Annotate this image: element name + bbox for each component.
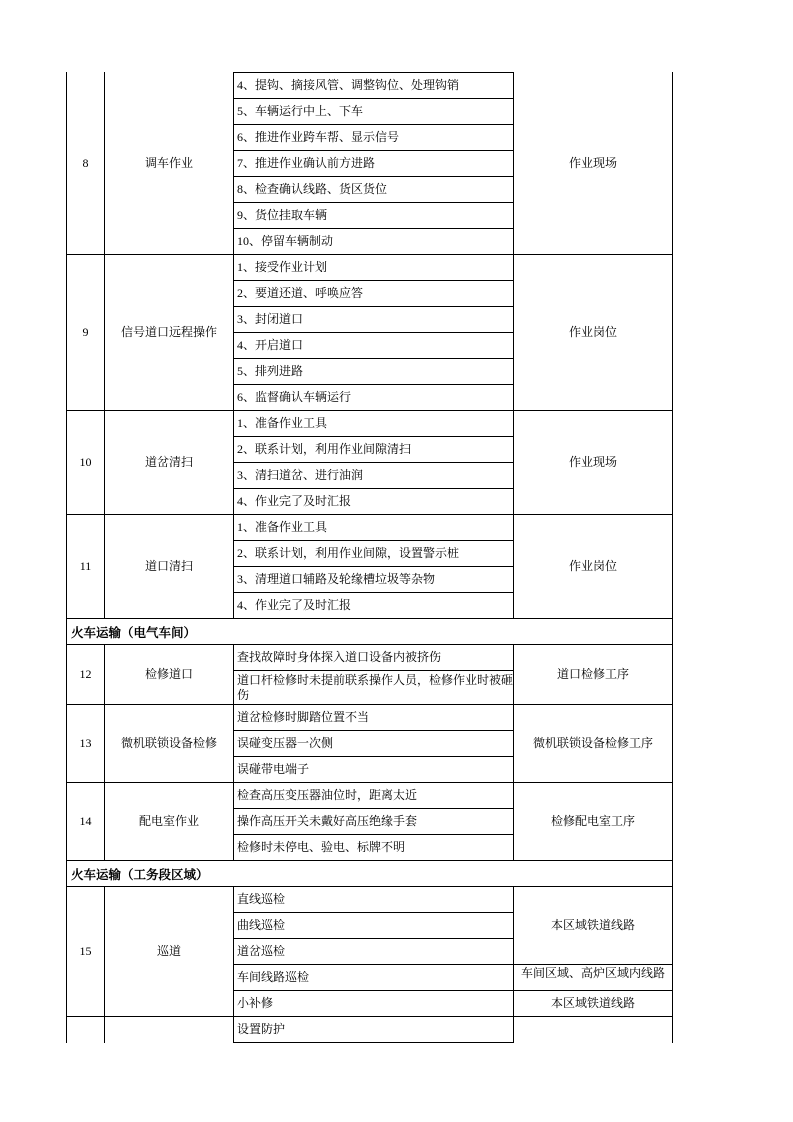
hazard-item: 4、开启道口 — [233, 332, 514, 359]
row-number: 12 — [66, 644, 105, 705]
hazard-item: 4、作业完了及时汇报 — [233, 488, 514, 515]
work-location: 作业岗位 — [513, 514, 673, 619]
hazard-item: 10、停留车辆制动 — [233, 228, 514, 255]
hazard-item: 3、清扫道岔、进行油润 — [233, 462, 514, 489]
work-location: 检修配电室工序 — [513, 782, 673, 861]
row-number: 15 — [66, 886, 105, 1017]
hazard-item: 9、货位挂取车辆 — [233, 202, 514, 229]
hazard-item: 4、提钩、摘接风管、调整钩位、处理钩销 — [233, 72, 514, 99]
hazard-item: 1、准备作业工具 — [233, 410, 514, 437]
work-activity: 道岔清扫 — [104, 410, 234, 515]
work-activity: 道口清扫 — [104, 514, 234, 619]
hazard-item: 道岔检修时脚踏位置不当 — [233, 704, 514, 731]
hazard-item: 2、要道还道、呼唤应答 — [233, 280, 514, 307]
section-header: 火车运输（电气车间） — [66, 618, 673, 645]
hazard-item: 2、联系计划，利用作业间隙清扫 — [233, 436, 514, 463]
work-location: 作业岗位 — [513, 254, 673, 411]
hazard-item: 3、清理道口辅路及轮缘槽垃圾等杂物 — [233, 566, 514, 593]
hazard-item: 1、接受作业计划 — [233, 254, 514, 281]
hazard-item: 6、监督确认车辆运行 — [233, 384, 514, 411]
hazard-item: 曲线巡检 — [233, 912, 514, 939]
hazard-item: 检查高压变压器油位时，距离太近 — [233, 782, 514, 809]
hazard-item: 道口杆检修时未提前联系操作人员，检修作业时被砸伤 — [233, 670, 514, 705]
hazard-item: 道岔巡检 — [233, 938, 514, 965]
row-number: 13 — [66, 704, 105, 783]
section-header: 火车运输（工务段区域） — [66, 860, 673, 887]
work-location: 微机联锁设备检修工序 — [513, 704, 673, 783]
hazard-item: 车间线路巡检 — [233, 964, 514, 991]
work-activity: 调车作业 — [104, 72, 234, 255]
work-activity: 配电室作业 — [104, 782, 234, 861]
work-activity: 检修道口 — [104, 644, 234, 705]
row-number: 10 — [66, 410, 105, 515]
work-location: 本区域铁道线路 — [513, 990, 673, 1017]
hazard-item: 操作高压开关未戴好高压绝缘手套 — [233, 808, 514, 835]
work-activity: 巡道 — [104, 886, 234, 1017]
hazard-item: 设置防护 — [233, 1016, 514, 1043]
hazard-item: 7、推进作业确认前方进路 — [233, 150, 514, 177]
row-number: 11 — [66, 514, 105, 619]
work-location: 本区域铁道线路 — [513, 886, 673, 965]
hazard-item: 5、车辆运行中上、下车 — [233, 98, 514, 125]
hazard-item: 1、准备作业工具 — [233, 514, 514, 541]
row-number: 9 — [66, 254, 105, 411]
hazard-item: 小补修 — [233, 990, 514, 1017]
hazard-item: 3、封闭道口 — [233, 306, 514, 333]
hazard-item: 8、检查确认线路、货区货位 — [233, 176, 514, 203]
hazard-item: 4、作业完了及时汇报 — [233, 592, 514, 619]
row-number: 14 — [66, 782, 105, 861]
work-location: 作业现场 — [513, 410, 673, 515]
hazard-item: 5、排列进路 — [233, 358, 514, 385]
work-location: 作业现场 — [513, 72, 673, 255]
work-activity — [104, 1016, 234, 1043]
hazard-item: 检修时未停电、验电、标牌不明 — [233, 834, 514, 861]
hazard-item: 查找故障时身体探入道口设备内被挤伤 — [233, 644, 514, 671]
hazard-item: 2、联系计划，利用作业间隙，设置警示桩 — [233, 540, 514, 567]
row-number: 8 — [66, 72, 105, 255]
hazard-item: 6、推进作业跨车帮、显示信号 — [233, 124, 514, 151]
work-location — [513, 1016, 673, 1043]
work-activity: 微机联锁设备检修 — [104, 704, 234, 783]
row-number — [66, 1016, 105, 1043]
work-activity: 信号道口远程操作 — [104, 254, 234, 411]
work-location: 车间区域、高炉区域内线路 — [513, 964, 673, 991]
hazard-item: 误碰带电端子 — [233, 756, 514, 783]
hazard-item: 误碰变压器一次侧 — [233, 730, 514, 757]
work-location: 道口检修工序 — [513, 644, 673, 705]
hazard-item: 直线巡检 — [233, 886, 514, 913]
